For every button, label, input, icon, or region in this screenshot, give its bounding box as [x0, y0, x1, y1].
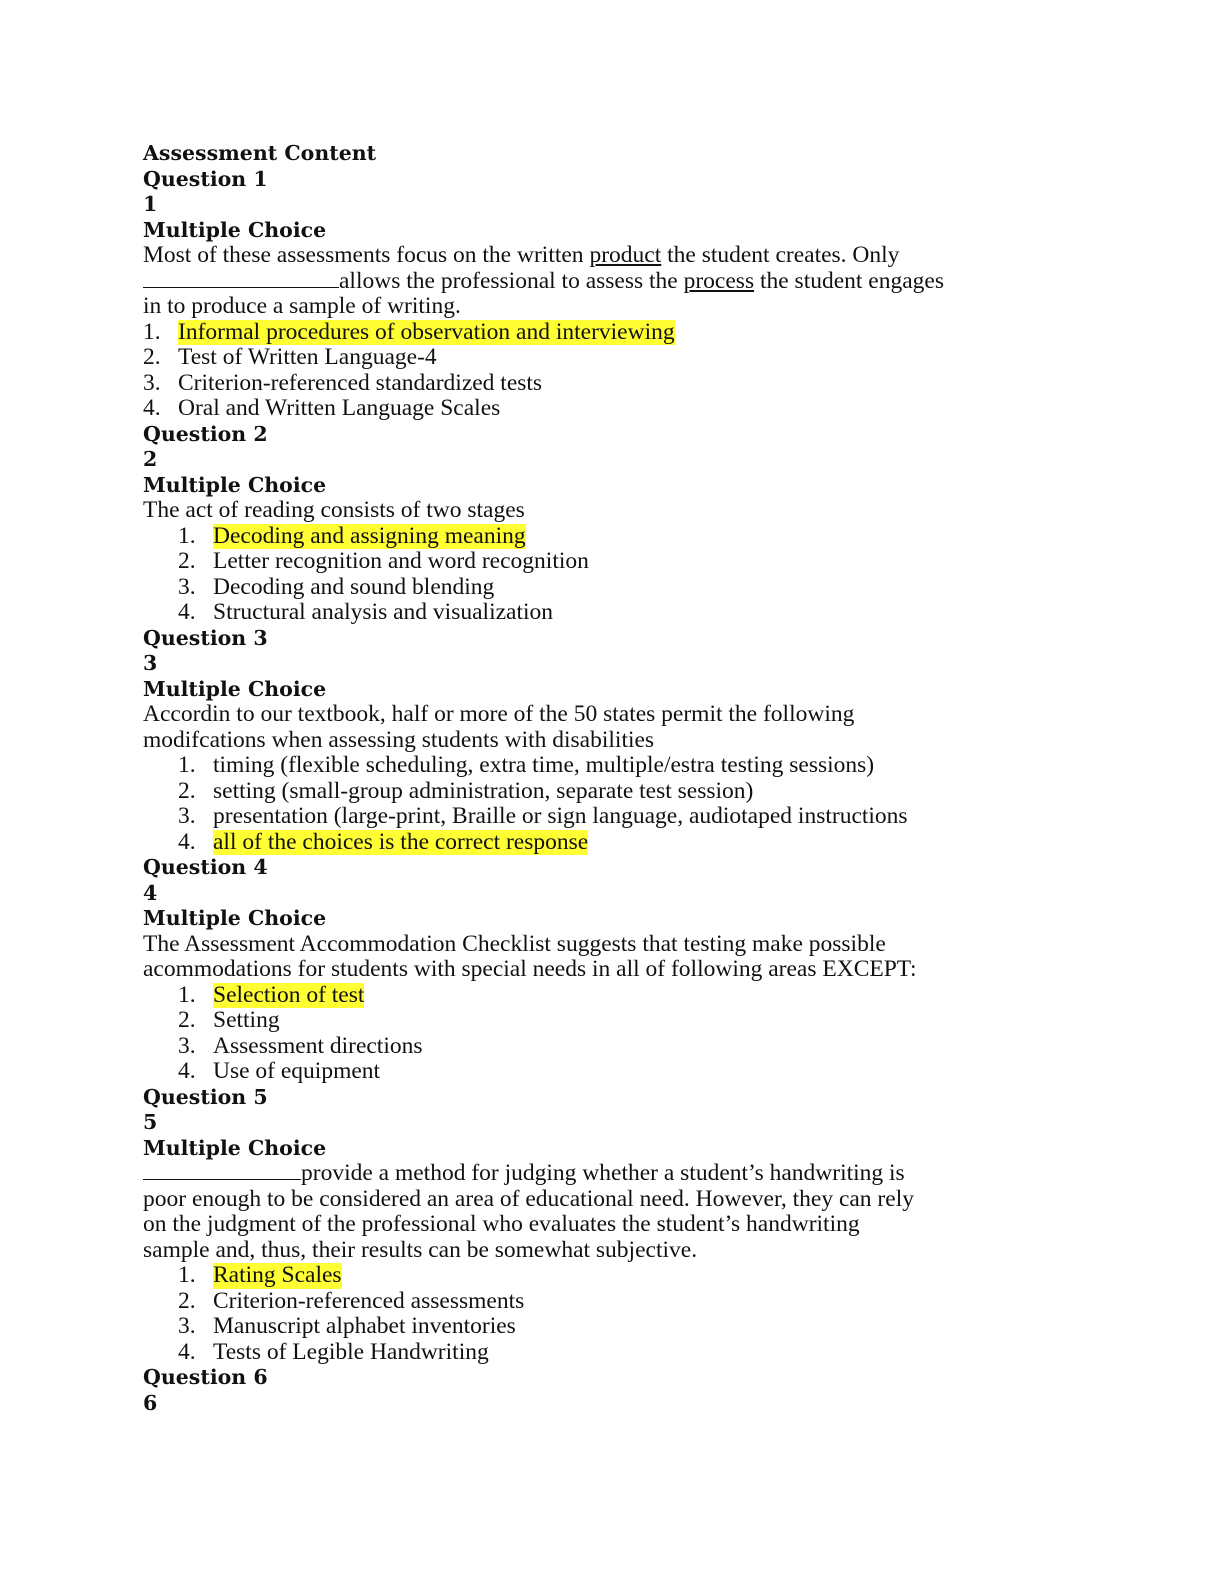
- question-type: Multiple Choice: [143, 906, 327, 930]
- option-item: 3. Decoding and sound blending: [178, 573, 495, 600]
- option-item: 3. Criterion-referenced standardized tests: [143, 369, 543, 396]
- underlined-term: process: [683, 267, 755, 294]
- question-number: 4: [143, 880, 158, 905]
- underlined-term: product: [589, 242, 662, 268]
- question-label: Question 1: [143, 166, 268, 191]
- option-item: 4. Structural analysis and visualization: [178, 599, 554, 625]
- question-stem: modifcations when assessing students with disabilities: [143, 726, 655, 753]
- question-type: Multiple Choice: [143, 1135, 327, 1160]
- correct-answer: Informal procedures of observation and interviewing: [178, 318, 675, 345]
- answer-blank: [143, 269, 339, 288]
- question-stem: on the judgment of the professional who evaluates the student’s handwriting: [143, 1211, 860, 1237]
- correct-answer: Decoding and assigning meaning: [213, 522, 526, 549]
- question-number: 3: [143, 651, 158, 675]
- option-item: 1. Rating Scales: [178, 1262, 342, 1288]
- option-item: 1. Decoding and assigning meaning: [178, 522, 526, 549]
- question-number: 1: [143, 192, 158, 216]
- question-number: 6: [143, 1390, 158, 1415]
- question-stem: provide a method for judging whether a student’s handwriting is: [143, 1161, 1063, 1187]
- question-stem: The act of reading consists of two stages: [143, 497, 525, 523]
- question-stem: The Assessment Accommodation Checklist suggests that testing make possible: [143, 930, 886, 957]
- question-type: Multiple Choice: [143, 217, 327, 242]
- question-label: Question 3: [143, 625, 268, 650]
- question-number: 2: [143, 447, 158, 471]
- answer-blank: [143, 1161, 301, 1180]
- option-item: 2. Criterion-referenced assessments: [178, 1287, 525, 1314]
- option-item: 4. Oral and Written Language Scales: [143, 395, 501, 421]
- document-page: [143, 141, 1063, 1416]
- option-item: 1. Informal procedures of observation and interviewing: [143, 318, 675, 345]
- question-label: Question 5: [143, 1084, 268, 1109]
- question-stem: in to produce a sample of writing.: [143, 293, 461, 319]
- option-item: 2. setting (small-group administration, separate test session): [178, 777, 754, 804]
- question-label: Question 6: [143, 1365, 268, 1389]
- option-item: 4. Tests of Legible Handwriting: [178, 1338, 489, 1365]
- correct-answer: Selection of test: [213, 981, 365, 1008]
- question-number: 5: [143, 1110, 158, 1134]
- question-stem: Most of these assessments focus on the written product the student creates. Only: [143, 242, 900, 268]
- option-item: 4. all of the choices is the correct response: [178, 828, 589, 855]
- option-item: 2. Setting: [178, 1007, 280, 1033]
- option-item: 1. timing (flexible scheduling, extra time, multiple/estra testing sessions): [178, 752, 875, 778]
- question-label: Question 2: [143, 421, 268, 446]
- option-item: 2. Letter recognition and word recognition: [178, 548, 589, 574]
- option-item: 3. Assessment directions: [178, 1032, 423, 1059]
- question-stem: acommodations for students with special needs in all of following areas EXCEPT:: [143, 956, 917, 982]
- question-type: Multiple Choice: [143, 676, 327, 701]
- option-item: 2. Test of Written Language-4: [143, 344, 437, 370]
- question-type: Multiple Choice: [143, 472, 327, 497]
- question-stem: poor enough to be considered an area of educational need. However, they can rely: [143, 1185, 914, 1212]
- option-item: 4. Use of equipment: [178, 1058, 381, 1084]
- option-item: 1. Selection of test: [178, 981, 365, 1008]
- question-stem: Accordin to our textbook, half or more of the 50 states permit the following: [143, 701, 855, 727]
- option-item: 3. Manuscript alphabet inventories: [178, 1313, 516, 1339]
- page-heading: Assessment Content: [143, 141, 377, 165]
- option-item: 3. presentation (large-print, Braille or sign language, audiotaped instructions: [178, 803, 908, 829]
- correct-answer: Rating Scales: [213, 1262, 342, 1288]
- question-stem: sample and, thus, their results can be somewhat subjective.: [143, 1236, 698, 1263]
- question-stem: allows the professional to assess the process the student engages: [143, 269, 1063, 295]
- correct-answer: all of the choices is the correct response: [213, 828, 589, 855]
- question-label: Question 4: [143, 855, 268, 879]
